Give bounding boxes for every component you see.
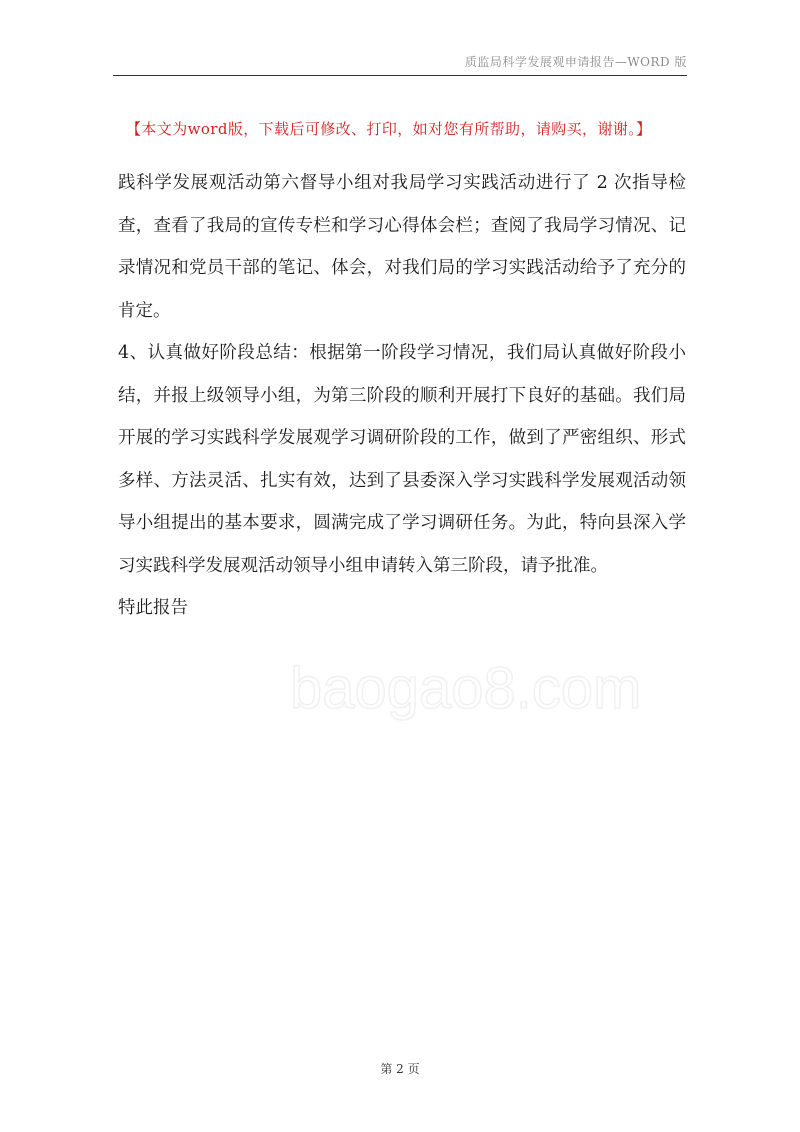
page-number: 第 2 页 (380, 1062, 420, 1076)
document-body (118, 162, 686, 630)
paragraph-closing: 特此报告 (118, 598, 188, 618)
download-notice: 【本文为word版，下载后可修改、打印，如对您有所帮助，请购买，谢谢。】 (126, 120, 652, 138)
paragraph-summary: 4、认真做好阶段总结：根据第一阶段学习情况，我们局认真做好阶段小结，并报上级领导小组，为第三阶段的顺利开展打下良好的基础。我们局开展的学习实践科学发展观学习调研阶段的工作，做到了严密组织、形式多样、方法灵活、扎实有效，达到了县委深入学习实践科学发展观活动领导小组提出的基本要求，圆满完成了学习调研任务。为此，特向县深入学习实践科学发展观活动领导小组申请转入第三阶段，请予批准。 (118, 343, 686, 576)
header-divider (113, 75, 687, 76)
watermark-text: baogao8.com (290, 656, 642, 721)
header-title: 质监局科学发展观申请报告—WORD 版 (464, 55, 687, 69)
paragraph-inspection: 践科学发展观活动第六督导小组对我局学习实践活动进行了 2 次指导检查，查看了我局的宣传专栏和学习心得体会栏；查阅了我局学习情况、记录情况和党员干部的笔记、体会，对我们局的学习实践活动给予了充分的肯定。 (118, 173, 686, 321)
